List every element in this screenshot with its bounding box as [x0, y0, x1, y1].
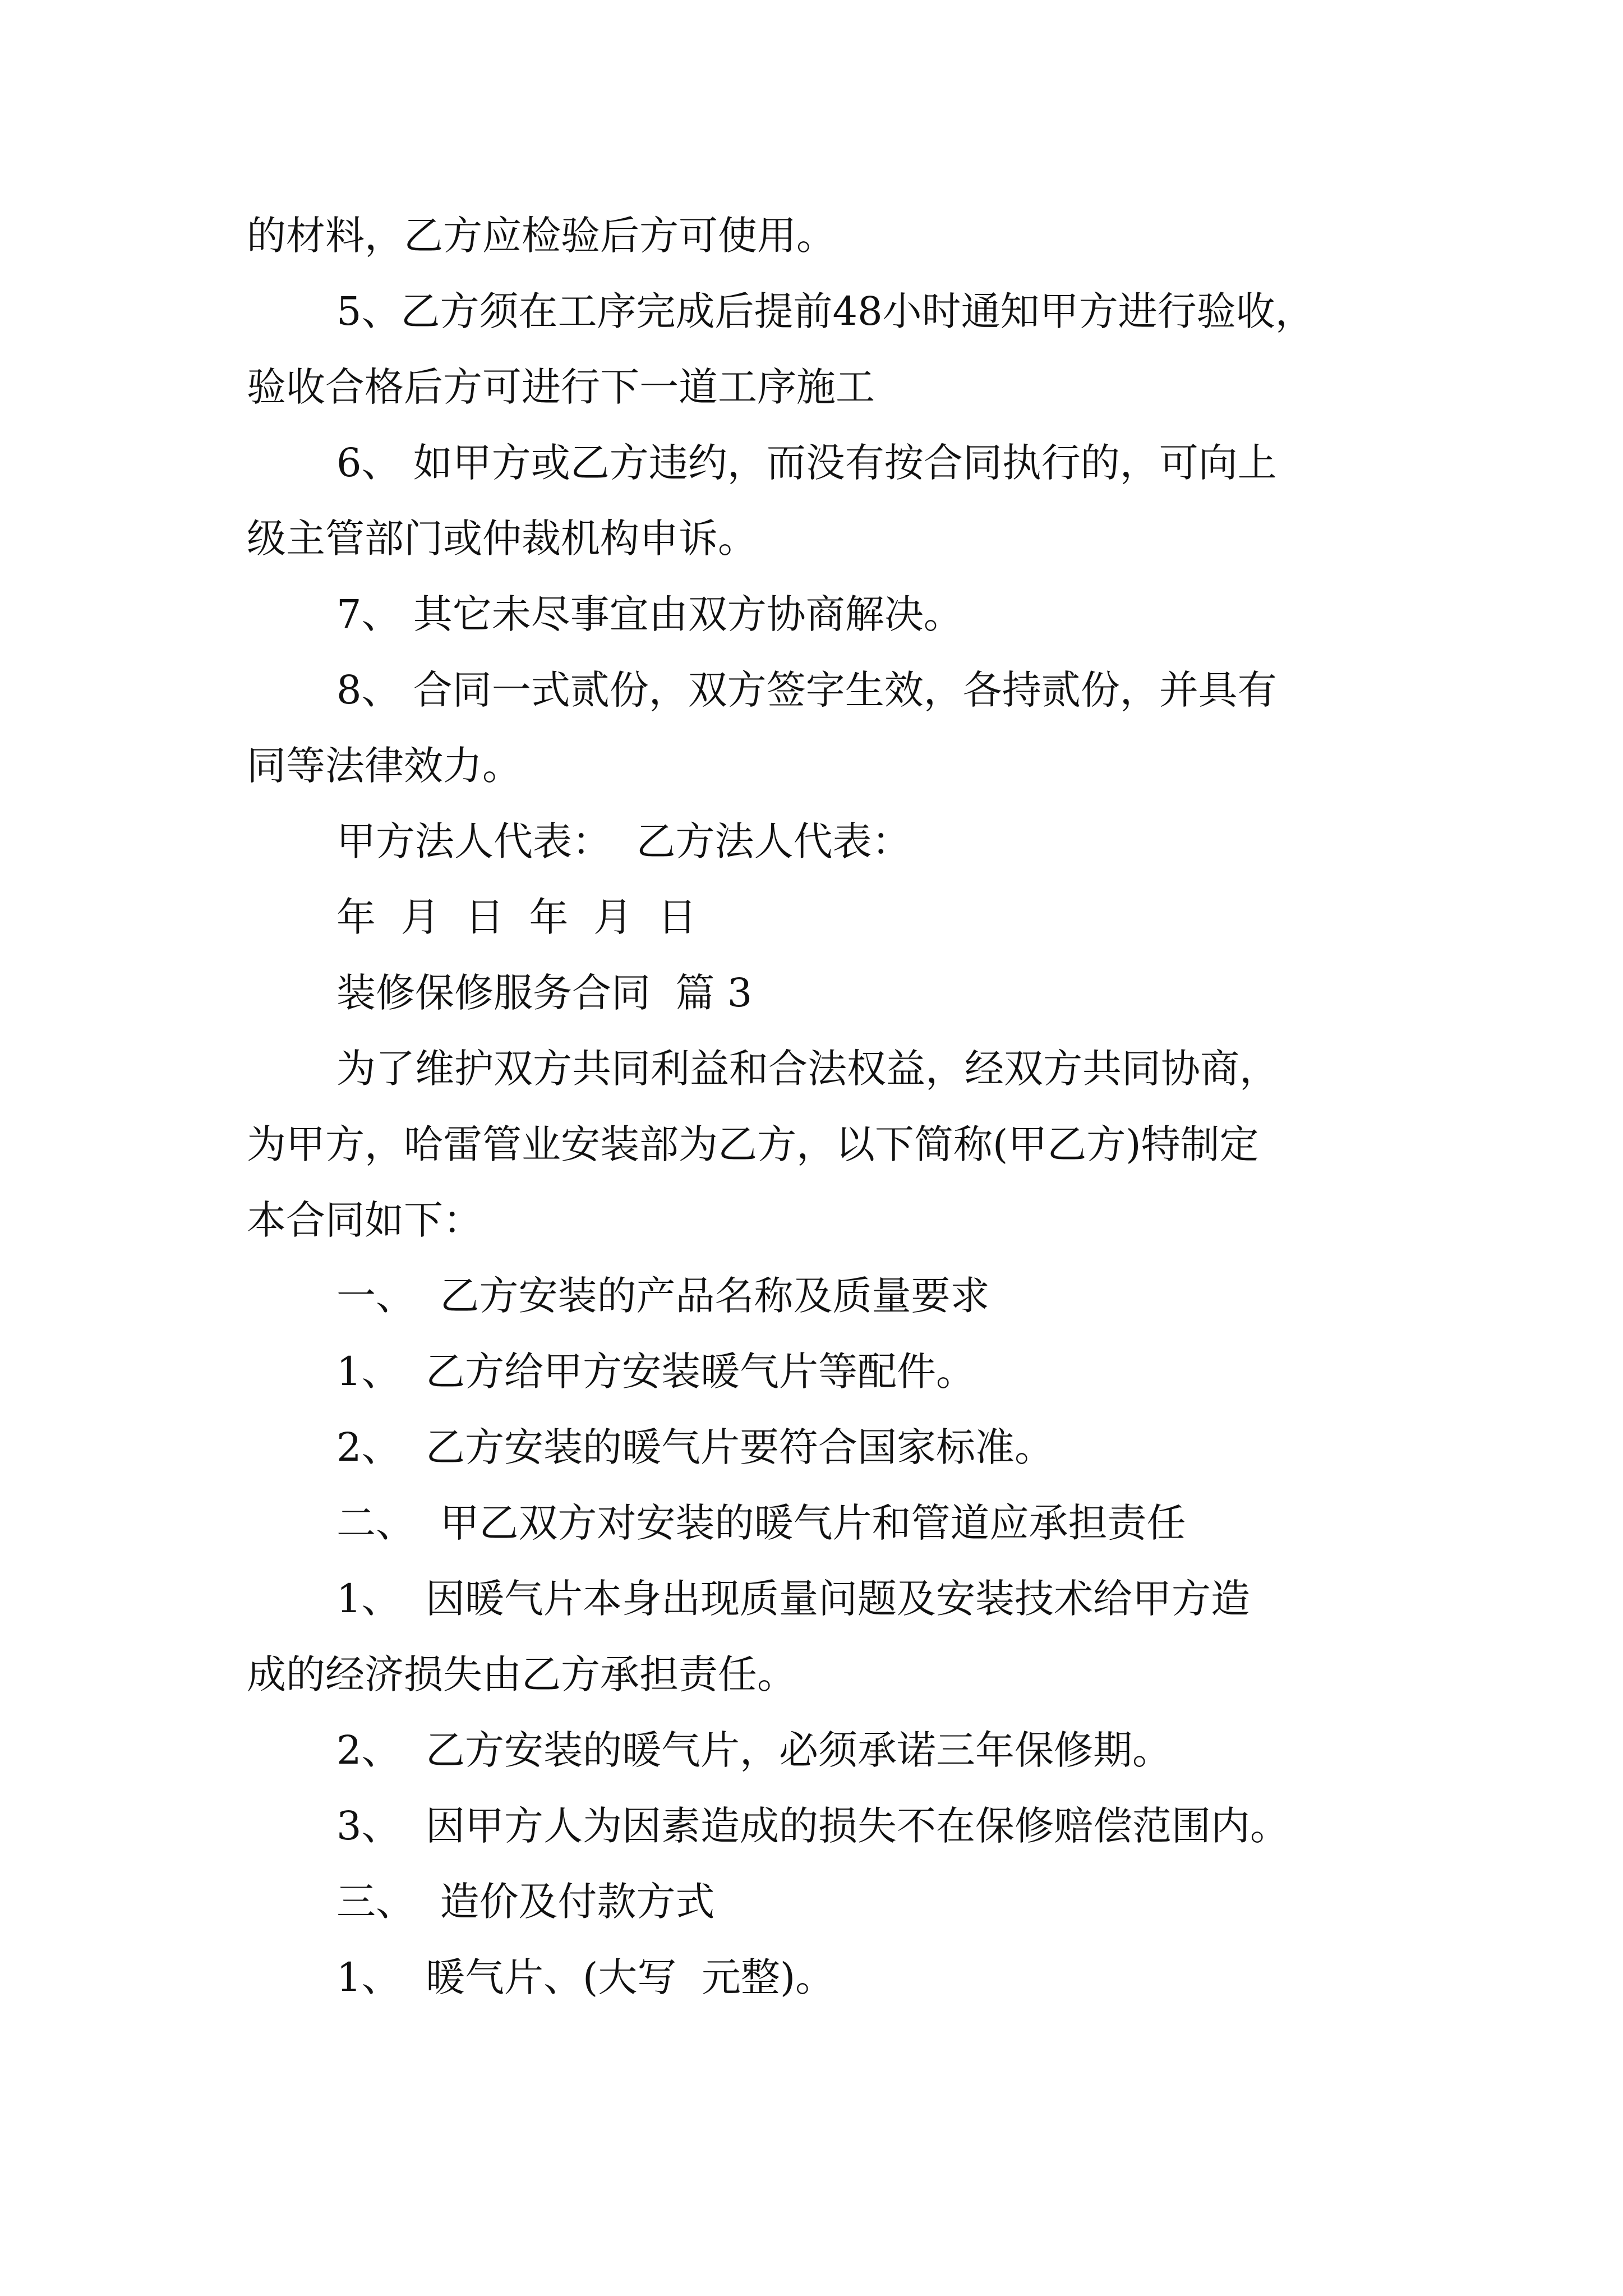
text-line: 为甲方，哈雷管业安装部为乙方，以下简称(甲乙方)特制定: [247, 1121, 1259, 1167]
text-line: 同等法律效力。: [247, 743, 522, 789]
text-line: 1、 因暖气片本身出现质量问题及安装技术给甲方造: [336, 1576, 1251, 1622]
text-line: 1、 乙方给甲方安装暖气片等配件。: [336, 1349, 976, 1395]
clause-heading: 三、 造价及付款方式: [336, 1879, 715, 1925]
text-line: 1、 暖气片、(大写 元整)。: [336, 1954, 835, 2000]
clause-heading: 一、 乙方安装的产品名称及质量要求: [336, 1273, 990, 1319]
text-line: 3、 因甲方人为因素造成的损失不在保修赔偿范围内。: [336, 1803, 1290, 1849]
text-line: 2、 乙方安装的暖气片，必须承诺三年保修期。: [336, 1727, 1172, 1773]
text-line: 5、乙方须在工序完成后提前48小时通知甲方进行验收，: [336, 288, 1315, 334]
text-line: 本合同如下：: [247, 1197, 482, 1243]
signature-label-line: 甲方法人代表： 乙方法人代表：: [336, 818, 911, 864]
text-line: 成的经济损失由乙方承担责任。: [247, 1651, 796, 1697]
text-line: 7、 其它未尽事宜由双方协商解决。: [336, 591, 963, 637]
text-line: 6、 如甲方或乙方违约，而没有按合同执行的，可向上: [336, 440, 1277, 486]
text-line: 8、 合同一式贰份，双方签字生效，各持贰份，并具有: [336, 667, 1277, 713]
text-line: 验收合格后方可进行下一道工序施工: [247, 364, 875, 410]
date-line: 年 月 日 年 月 日: [336, 894, 697, 940]
text-line: 为了维护双方共同利益和合法权益，经双方共同协商，: [336, 1046, 1279, 1092]
section-heading: 装修保修服务合同 篇 3: [336, 970, 753, 1016]
text-line: 的材料，乙方应检验后方可使用。: [247, 213, 836, 259]
text-line: 2、 乙方安装的暖气片要符合国家标准。: [336, 1424, 1054, 1470]
clause-heading: 二、 甲乙双方对安装的暖气片和管道应承担责任: [336, 1500, 1186, 1546]
text-line: 级主管部门或仲裁机构申诉。: [247, 516, 757, 562]
